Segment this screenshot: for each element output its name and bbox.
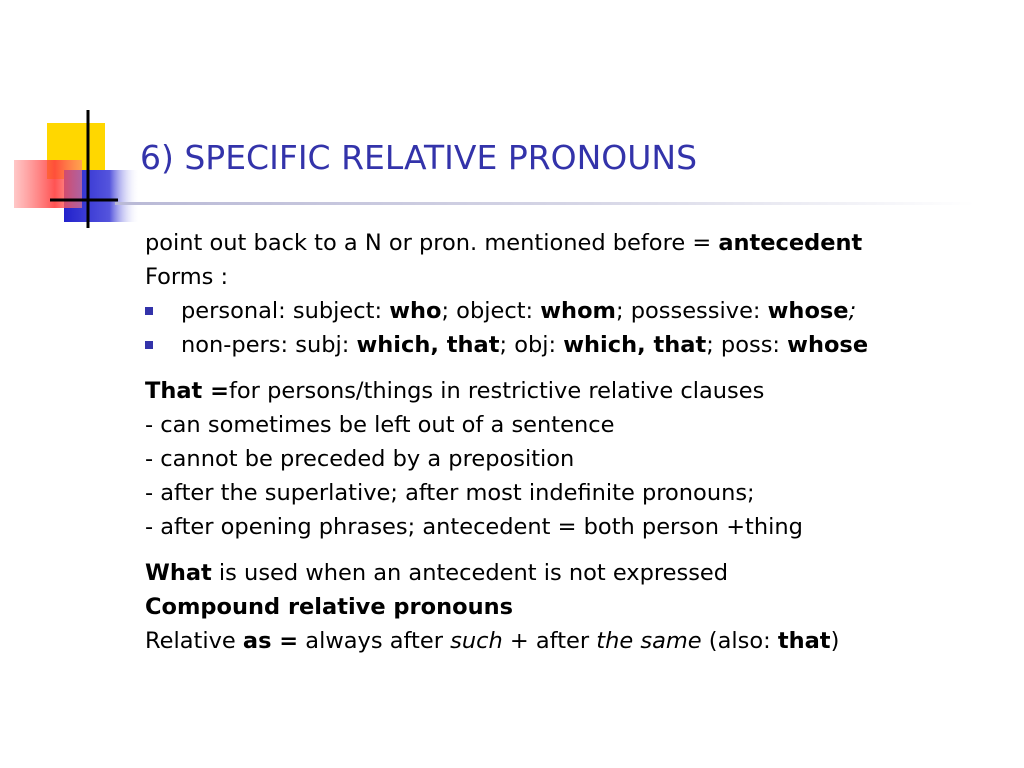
forms-label: Forms : <box>145 264 229 290</box>
the-same-term: the same <box>596 628 702 654</box>
that-rule-1: - can sometimes be left out of a sentence <box>145 412 615 438</box>
that-rule-4: - after opening phrases; antecedent = both person +thing <box>145 514 803 540</box>
relative-text: ) <box>830 628 840 654</box>
antecedent-line <box>145 226 1005 260</box>
bullet-text: ; possessive: <box>615 298 768 324</box>
bullet-text: ; <box>848 298 857 324</box>
antecedent-term: antecedent <box>718 230 863 256</box>
that-heading-line <box>145 374 1005 408</box>
bullet-square-icon <box>145 341 153 349</box>
pronoun-who: who <box>389 298 442 324</box>
that-rule-3: - after the superlative; after most indefinite pronouns; <box>145 480 755 506</box>
bullet-square-icon <box>145 307 153 315</box>
relative-text: after <box>528 628 597 654</box>
pronoun-whose: whose <box>767 298 849 324</box>
as-term: as = <box>242 628 299 654</box>
that-term: That = <box>145 378 229 404</box>
compound-heading <box>145 590 1005 624</box>
that-term-also: that <box>777 628 831 654</box>
pronoun-whose-poss: whose <box>787 332 869 358</box>
bullet-text: personal: subject: <box>181 298 390 324</box>
bullet-text: ; obj: <box>499 332 564 358</box>
compound-term: Compound relative pronouns <box>145 594 513 620</box>
relative-as-line <box>145 624 1005 658</box>
that-rule-2: - cannot be preceded by a preposition <box>145 446 575 472</box>
bullet-personal <box>145 294 1005 328</box>
bullet-text: non-pers: subj: <box>181 332 357 358</box>
bullet-text: ; poss: <box>706 332 788 358</box>
pronoun-which-that-subj: which, that <box>356 332 500 358</box>
antecedent-text: point out back to a N or pron. mentioned before = <box>145 230 719 256</box>
title-underline <box>115 202 975 205</box>
relative-text: (also: <box>701 628 778 654</box>
slide-body <box>145 226 1005 658</box>
what-term: What <box>145 560 212 586</box>
slide-title: 6) SPECIFIC RELATIVE PRONOUNS <box>140 138 698 177</box>
what-line <box>145 556 1005 590</box>
what-text: is used when an antecedent is not expressed <box>211 560 729 586</box>
such-term: such + <box>450 628 529 654</box>
that-text: for persons/things in restrictive relative clauses <box>229 378 765 404</box>
bullet-nonpers <box>145 328 1005 362</box>
relative-text: always after <box>298 628 451 654</box>
pronoun-which-that-obj: which, that <box>563 332 707 358</box>
pronoun-whom: whom <box>540 298 616 324</box>
relative-text: Relative <box>145 628 243 654</box>
bullet-text: ; object: <box>441 298 541 324</box>
